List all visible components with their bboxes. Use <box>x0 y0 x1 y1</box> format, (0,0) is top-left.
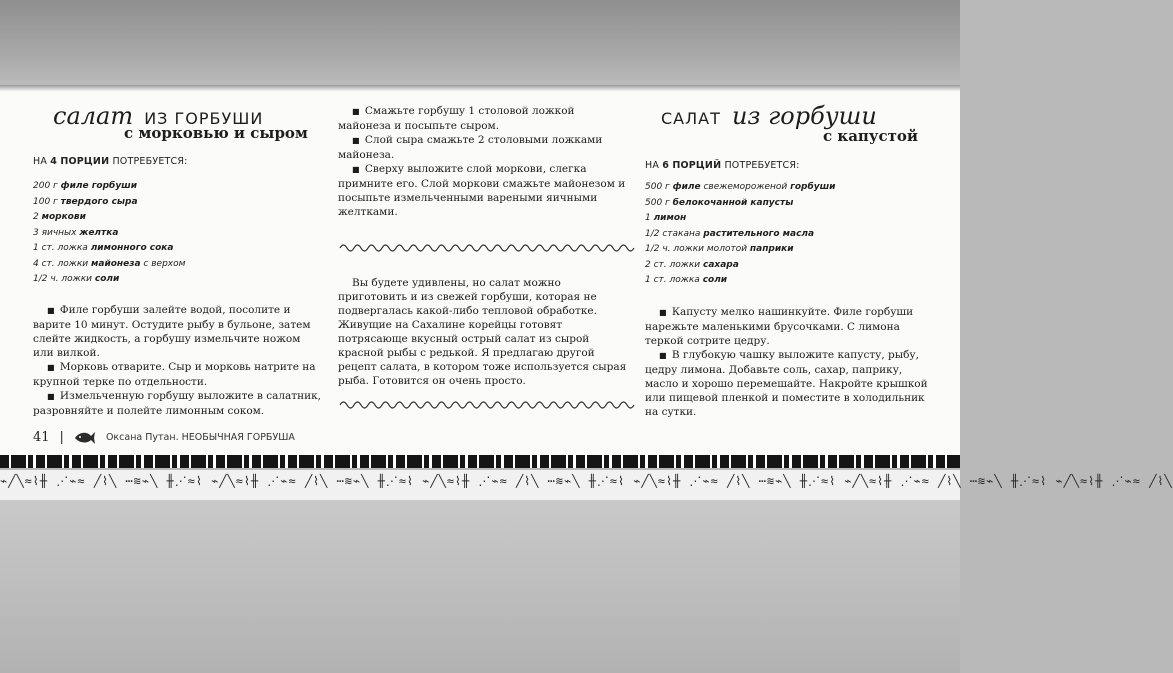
left-ingredient-item <box>33 272 323 288</box>
ingredient-amount: 4 ст. ложки <box>33 258 92 269</box>
right-title-subtitle: с капустой <box>823 127 919 145</box>
ingredient-descriptor: свежемороженой <box>700 182 791 192</box>
page-number: 41 <box>33 429 50 445</box>
left-portions <box>33 156 188 167</box>
middle-step <box>338 104 628 133</box>
left-portions-number: 4 <box>50 156 58 167</box>
middle-step <box>338 133 628 162</box>
ingredient-amount: 1/2 ч. ложки <box>33 274 95 284</box>
step-text: Измельченную горбушу выложите в салатник, разровняйте и полейте лимонным соком. <box>33 390 321 417</box>
middle-steps <box>338 104 628 219</box>
square-bullet-icon: ■ <box>352 107 360 116</box>
footer-separator: | <box>59 429 64 445</box>
ingredient-amount: 2 <box>33 212 42 222</box>
step-text: Слой сыра смажьте 2 столовыми ложками майонеза. <box>338 134 603 161</box>
ingredient-note: с верхом <box>140 258 186 269</box>
right-ingredient-item <box>645 211 933 227</box>
ingredient-name: филе горбуши <box>60 181 138 191</box>
step-text: Филе горбуши залейте водой, посолите и варите 10 минут. Остудите рыбу в бульоне, затем слейте жидкость, а горбушу измельчите ножом или вилкой. <box>33 304 311 359</box>
right-recipe-title-line1 <box>661 102 877 130</box>
decorative-strip-pattern: ⌁╱╲≈⌇╫ ⋰⌁≈ ╱⌇╲ ⋯≋⌁╲ ╫⋰≈⌇ ⌁╱╲≈⌇╫ ⋰⌁≈ ╱⌇╲ ⋯≋⌁╲ ╫⋰≈⌇ ⌁╱╲≈⌇╫ ⋰⌁≈ ╱⌇╲ ⋯≋⌁╲ ╫⋰≈⌇ ⌁╱╲≈⌇╫ ⋰⌁≈ ╱⌇╲ ⋯≋⌁╲ ╫⋰≈⌇ ⌁╱╲≈⌇╫ ⋰⌁≈ ╱⌇╲ ⋯≋⌁╲ ╫⋰≈⌇ ⌁╱╲≈⌇╫ ⋰⌁≈ ╱⌇╲ <box>0 474 1173 488</box>
right-ingredient-item <box>645 227 933 243</box>
square-bullet-icon: ■ <box>352 136 360 145</box>
ingredient-amount: 1 ст. ложка <box>33 243 91 253</box>
scan-background-top <box>0 0 960 90</box>
square-bullet-icon: ■ <box>47 306 55 315</box>
square-bullet-icon: ■ <box>352 165 360 174</box>
square-bullet-icon: ■ <box>47 392 55 401</box>
ingredient-name: желтка <box>79 227 119 238</box>
right-portions-suffix: ПОТРЕБУЕТСЯ: <box>724 160 800 171</box>
square-bullet-icon: ■ <box>47 363 55 372</box>
middle-step <box>338 162 628 219</box>
left-portions-word: ПОРЦИИ <box>60 156 110 167</box>
left-step <box>33 389 323 418</box>
ingredient-amount: 500 г <box>645 197 673 208</box>
left-step <box>33 303 323 360</box>
ingredient-name: соли <box>702 275 728 285</box>
left-ingredients-list <box>33 179 323 288</box>
ingredient-name: лимонного сока <box>90 243 174 253</box>
fish-logo-icon <box>74 429 96 445</box>
middle-note <box>338 276 628 388</box>
ingredient-amount: 2 ст. ложки <box>645 259 704 270</box>
right-title-script: из горбуши <box>731 102 877 130</box>
right-title-caps: САЛАТ <box>661 109 721 128</box>
right-portions-word: ПОРЦИЙ <box>672 160 722 171</box>
square-bullet-icon: ■ <box>659 308 667 317</box>
ingredient-name: майонеза <box>91 258 141 269</box>
left-ingredient-item <box>33 210 323 226</box>
ingredient-name: твердого сыра <box>60 196 138 207</box>
footer-author-title: Оксана Путан. НЕОБЫЧНАЯ ГОРБУША <box>105 431 295 443</box>
right-step <box>645 305 933 348</box>
left-title-script: салат <box>53 102 134 130</box>
right-step <box>645 348 933 419</box>
ingredient-name: моркови <box>41 212 86 222</box>
right-portions-number: 6 <box>662 160 670 171</box>
ingredient-amount: 500 г <box>645 182 673 192</box>
ingredient-name: филе <box>672 182 701 192</box>
square-bullet-icon: ■ <box>659 351 667 360</box>
right-ingredients-list <box>645 180 933 289</box>
ingredient-amount: 100 г <box>33 196 61 207</box>
right-ingredient-item <box>645 196 933 212</box>
right-ingredient-item <box>645 180 933 196</box>
ingredient-amount: 200 г <box>33 181 61 191</box>
left-portions-suffix: ПОТРЕБУЕТСЯ: <box>112 156 188 167</box>
ingredient-name-2: горбуши <box>790 182 836 192</box>
right-portions-prefix: НА <box>645 160 660 171</box>
ingredient-name: паприки <box>749 244 794 254</box>
left-title-caps: ИЗ ГОРБУШИ <box>144 109 264 128</box>
step-text: В глубокую чашку выложите капусту, рыбу, цедру лимона. Добавьте соль, сахар, паприку, масло и хорошо перемешайте. Накройте крышкой или пищевой пленкой и поместите в холодильник на сутки. <box>645 349 928 418</box>
middle-note-text: Вы будете удивлены, но салат можно приготовить и из свежей горбуши, которая не подвергалась какой-либо тепловой обработке. Живущие на Сахалине корейцы готовят потрясающе вкусный острый салат из сырой красной рыбы с редькой. Я предлагаю другой рецепт салата, в котором тоже используется сырая рыба. Готовится он очень просто. <box>338 277 627 387</box>
ingredient-name: сахара <box>703 259 739 270</box>
left-ingredient-item <box>33 257 323 273</box>
step-text: Капусту мелко нашинкуйте. Филе горбуши нарежьте маленькими брусочками. С лимона теркой сотрите цедру. <box>645 306 914 347</box>
left-portions-prefix: НА <box>33 156 48 167</box>
ingredient-amount: 1 <box>645 213 654 223</box>
scan-background-bottom <box>0 500 960 673</box>
ingredient-amount: 1/2 ч. ложки молотой <box>645 244 750 254</box>
ingredient-amount: 3 яичных <box>33 227 80 238</box>
left-title-subtitle: с морковью и сыром <box>124 124 308 142</box>
page-top-shadow <box>0 85 960 91</box>
decorative-strip-dark <box>0 455 960 468</box>
left-steps <box>33 303 323 418</box>
step-text: Смажьте горбушу 1 столовой ложкой майонеза и посыпьте сыром. <box>338 105 575 132</box>
left-ingredient-item <box>33 195 323 211</box>
right-ingredient-item <box>645 258 933 274</box>
ingredient-name: соли <box>94 274 120 284</box>
left-ingredient-item <box>33 179 323 195</box>
ingredient-amount: 1 ст. ложка <box>645 275 703 285</box>
ingredient-name: лимон <box>653 213 687 223</box>
right-ingredient-item <box>645 273 933 289</box>
right-steps <box>645 305 933 419</box>
wave-divider-bottom <box>340 397 624 413</box>
left-ingredient-item <box>33 241 323 257</box>
page-footer <box>33 428 295 446</box>
left-step <box>33 360 323 389</box>
right-portions <box>645 160 800 171</box>
step-text: Морковь отварите. Сыр и морковь натрите на крупной терке по отдельности. <box>33 361 316 388</box>
ingredient-name: растительного масла <box>703 228 815 239</box>
ingredient-amount: 1/2 стакана <box>645 228 704 239</box>
ingredient-name: белокочанной капусты <box>672 197 794 208</box>
left-ingredient-item <box>33 226 323 242</box>
right-ingredient-item <box>645 242 933 258</box>
wave-divider-top <box>340 240 624 256</box>
step-text: Сверху выложите слой моркови, слегка примните его. Слой моркови смажьте майонезом и посыпьте измельченными вареными яичными желтками. <box>338 163 626 218</box>
